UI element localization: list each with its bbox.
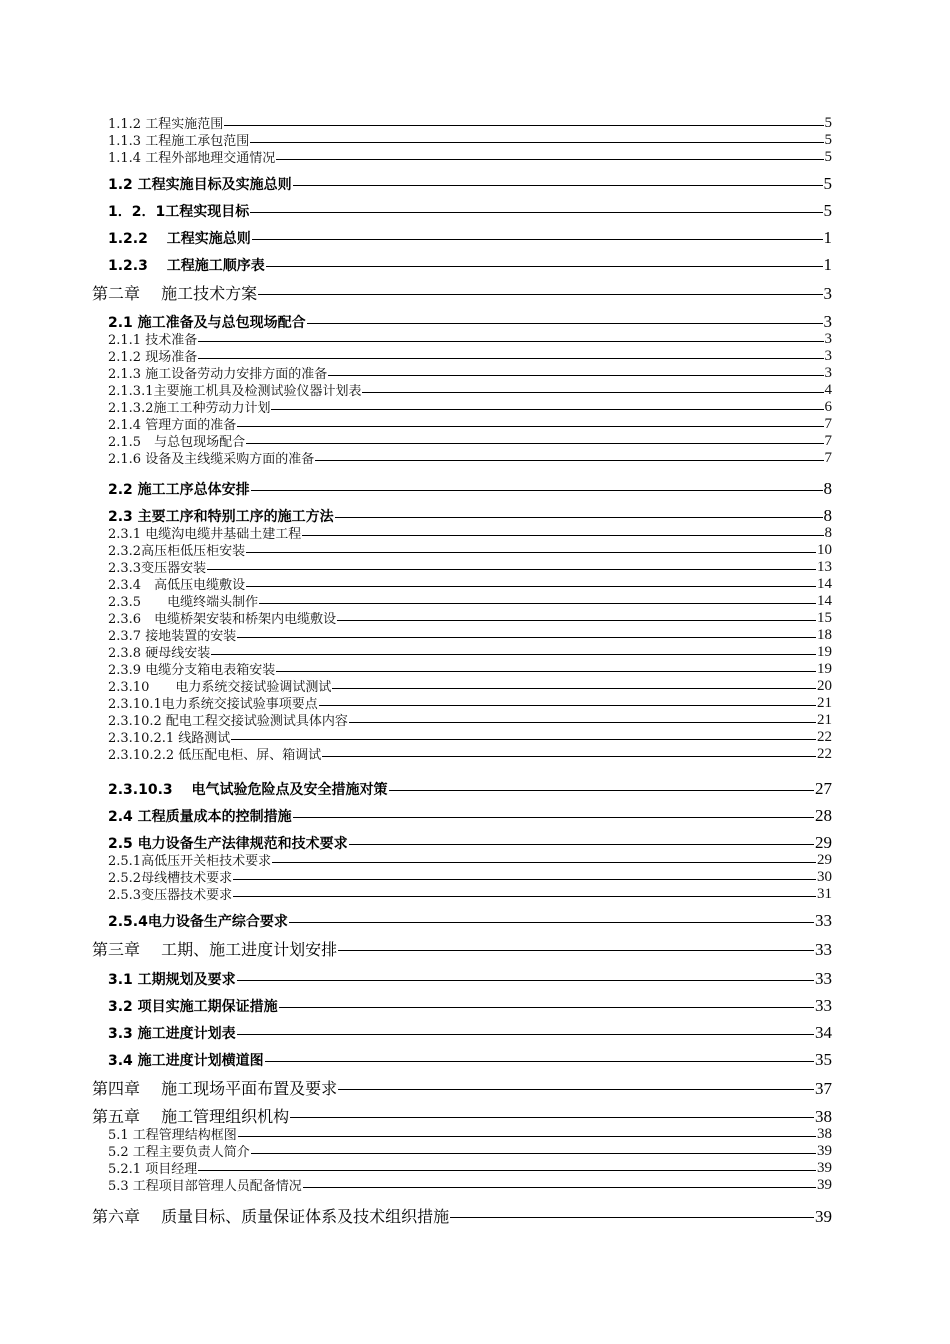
toc-leader-line [238,1136,816,1137]
toc-entry-page-number: 5 [824,132,832,148]
toc-entry[interactable] [108,679,832,694]
toc-entry-title: 2.1.3.2施工工种劳动力计划 [108,401,271,416]
toc-entry[interactable] [108,628,832,643]
toc-entry[interactable] [92,940,832,958]
toc-leader-line [450,1217,814,1218]
toc-entry-page-number: 6 [824,399,832,415]
toc-entry-page-number: 19 [817,661,832,677]
toc-entry-page-number: 39 [817,1177,832,1193]
toc-leader-line [224,125,823,126]
toc-entry[interactable] [108,870,832,885]
toc-entry-page-number: 1 [823,228,832,247]
toc-leader-line [237,980,814,981]
toc-entry-title: 第六章 质量目标、质量保证体系及技术组织措施 [92,1207,450,1226]
toc-entry[interactable] [108,645,832,660]
toc-entry-title: 1.1.2 工程实施范围 [108,117,224,132]
toc-entry-title: 2.1.3 施工设备劳动力安排方面的准备 [108,367,328,382]
toc-entry[interactable] [108,997,832,1014]
toc-entry[interactable] [92,1107,832,1125]
toc-leader-line [198,1170,816,1171]
toc-entry[interactable] [108,383,832,398]
toc-leader-line [265,1061,814,1062]
toc-entry-title: 2.3.3变压器安装 [108,561,207,576]
toc-entry[interactable] [108,747,832,762]
toc-leader-line [250,212,822,213]
toc-entry-title: 2.3.4 高低压电缆敷设 [108,578,246,593]
toc-leader-line [207,569,816,570]
toc-entry-page-number: 28 [815,806,832,825]
toc-entry-page-number: 3 [823,312,832,331]
toc-leader-line [266,266,823,267]
toc-entry[interactable] [108,611,832,626]
toc-entry-page-number: 7 [824,450,832,466]
toc-leader-line [246,443,823,444]
toc-leader-line [198,341,823,342]
toc-leader-line [293,817,814,818]
toc-entry-page-number: 8 [823,479,832,498]
toc-entry[interactable] [108,1161,832,1176]
toc-leader-line [233,879,816,880]
toc-entry[interactable] [108,451,832,466]
toc-entry[interactable] [108,417,832,432]
toc-leader-line [250,142,823,143]
toc-entry-page-number: 38 [817,1126,832,1142]
toc-entry-page-number: 7 [824,416,832,432]
toc-entry-title: 3.1 工期规划及要求 [108,972,236,988]
toc-entry-title: 1.2.3 工程施工顺序表 [108,258,265,274]
toc-entry-title: 2.3.1 电缆沟电缆井基础土建工程 [108,527,302,542]
toc-entry-page-number: 1 [823,255,832,274]
toc-entry-page-number: 39 [817,1160,832,1176]
toc-leader-line [237,426,823,427]
toc-entry-page-number: 22 [817,746,832,762]
toc-entry-title: 2.3.8 硬母线安装 [108,646,211,661]
toc-entry-title: 2.3.2高压柜低压柜安装 [108,544,246,559]
toc-entry-page-number: 38 [815,1107,832,1126]
toc-entry[interactable] [108,526,832,541]
toc-leader-line [251,490,823,491]
toc-entry[interactable] [108,1024,832,1041]
toc-entry-page-number: 33 [815,969,832,988]
toc-entry[interactable] [108,662,832,677]
toc-leader-line [246,552,816,553]
toc-entry-page-number: 14 [817,593,832,609]
toc-entry-title: 2.2 施工工序总体安排 [108,482,250,498]
toc-entry-page-number: 21 [817,695,832,711]
toc-entry-title: 2.1.6 设备及主线缆采购方面的准备 [108,452,315,467]
toc-leader-line [332,688,816,689]
toc-leader-line [237,637,816,638]
toc-leader-line [271,409,823,410]
toc-entry[interactable] [108,912,832,929]
toc-entry-page-number: 33 [815,996,832,1015]
toc-entry-title: 2.5.4电力设备生产综合要求 [108,914,288,930]
toc-entry-title: 3.4 施工进度计划横道图 [108,1053,264,1069]
toc-entry-title: 2.3 主要工序和特别工序的施工方法 [108,509,334,525]
toc-entry-title: 第四章 施工现场平面布置及要求 [92,1079,338,1098]
toc-leader-line [307,323,823,324]
toc-leader-line [272,862,816,863]
toc-leader-line [389,790,814,791]
toc-leader-line [198,358,823,359]
toc-entry-page-number: 30 [817,869,832,885]
toc-entry-page-number: 35 [815,1050,832,1069]
toc-entry[interactable] [108,543,832,558]
toc-entry[interactable] [108,834,832,851]
toc-entry-title: 2.5.1高低压开关柜技术要求 [108,854,272,869]
toc-leader-line [279,1007,814,1008]
toc-entry-page-number: 3 [824,348,832,364]
toc-entry-page-number: 3 [823,284,832,303]
toc-entry-title: 第三章 工期、施工进度计划安排 [92,940,338,959]
toc-leader-line [315,460,823,461]
toc-entry[interactable] [108,713,832,728]
toc-leader-line [258,294,822,295]
toc-entry-title: 2.1.1 技术准备 [108,333,198,348]
toc-entry-title: 2.1.2 现场准备 [108,350,198,365]
toc-entry[interactable] [108,696,832,711]
toc-entry-title: 2.3.10 电力系统交接试验调试测试 [108,680,332,695]
toc-leader-line [302,535,823,536]
toc-entry[interactable] [92,284,832,302]
toc-entry[interactable] [108,202,832,219]
toc-entry-title: 3.3 施工进度计划表 [108,1026,236,1042]
toc-entry-page-number: 3 [824,365,832,381]
toc-entry-title: 2.5 电力设备生产法律规范和技术要求 [108,836,348,852]
toc-entry[interactable] [108,1178,832,1193]
toc-leader-line [276,159,823,160]
toc-leader-line [338,1089,814,1090]
toc-leader-line [322,756,816,757]
toc-entry[interactable] [108,807,832,824]
toc-entry-page-number: 5 [823,201,832,220]
toc-entry-page-number: 13 [817,559,832,575]
toc-entry[interactable] [108,434,832,449]
toc-leader-line [303,1187,816,1188]
toc-entry-page-number: 34 [815,1023,832,1042]
toc-leader-line [259,603,816,604]
toc-entry-title: 3.2 项目实施工期保证措施 [108,999,278,1015]
toc-entry-title: 2.5.2母线槽技术要求 [108,871,233,886]
toc-entry-page-number: 37 [815,1079,832,1098]
toc-leader-line [233,896,816,897]
toc-entry[interactable] [108,256,832,273]
toc-leader-line [276,671,816,672]
toc-entry-title: 2.3.6 电缆桥架安装和桥架内电缆敷设 [108,612,337,627]
toc-entry-page-number: 33 [815,911,832,930]
toc-entry-title: 2.3.7 接地装置的安装 [108,629,237,644]
toc-entry-page-number: 10 [817,542,832,558]
toc-entry-page-number: 31 [817,886,832,902]
toc-entry[interactable] [108,780,832,797]
toc-leader-line [349,844,814,845]
toc-leader-line [328,375,823,376]
toc-leader-line [237,1034,814,1035]
toc-entry-title: 1.2.2 工程实施总则 [108,231,251,247]
toc-leader-line [231,739,816,740]
toc-entry[interactable] [108,560,832,575]
toc-entry-page-number: 22 [817,729,832,745]
toc-entry-page-number: 19 [817,644,832,660]
toc-entry[interactable] [108,1051,832,1068]
toc-entry-title: 5.3 工程项目部管理人员配备情况 [108,1179,302,1194]
toc-entry-title: 2.3.9 电缆分支箱电表箱安装 [108,663,276,678]
toc-entry-page-number: 29 [815,833,832,852]
toc-entry[interactable] [108,887,832,902]
toc-entry[interactable] [108,313,832,330]
toc-entry[interactable] [108,349,832,364]
toc-leader-line [349,722,816,723]
toc-entry-title: 5.2.1 项目经理 [108,1162,198,1177]
toc-leader-line [211,654,816,655]
toc-entry[interactable] [108,970,832,987]
toc-leader-line [337,620,816,621]
toc-entry-page-number: 18 [817,627,832,643]
toc-entry-title: 2.4 工程质量成本的控制措施 [108,809,292,825]
toc-entry-page-number: 7 [824,433,832,449]
toc-entry-title: 1.1.4 工程外部地理交通情况 [108,151,276,166]
toc-entry-title: 第五章 施工管理组织机构 [92,1107,290,1126]
toc-leader-line [252,239,823,240]
toc-entry[interactable] [108,400,832,415]
toc-entry-page-number: 3 [824,331,832,347]
toc-entry-page-number: 5 [824,115,832,131]
toc-entry-page-number: 14 [817,576,832,592]
toc-entry-page-number: 15 [817,610,832,626]
toc-entry[interactable] [108,853,832,868]
toc-entry[interactable] [108,1127,832,1142]
toc-entry-page-number: 20 [817,678,832,694]
toc-entry-title: 2.3.10.2.1 线路测试 [108,731,231,746]
toc-entry[interactable] [108,594,832,609]
toc-entry-page-number: 39 [817,1143,832,1159]
toc-entry-title: 2.1 施工准备及与总包现场配合 [108,315,306,331]
toc-entry-page-number: 39 [815,1207,832,1226]
toc-entry-page-number: 8 [823,506,832,525]
toc-entry-title: 2.5.3变压器技术要求 [108,888,233,903]
toc-entry[interactable] [92,1207,832,1225]
toc-entry-page-number: 8 [824,525,832,541]
toc-entry-title: 2.3.10.1电力系统交接试验事项要点 [108,697,318,712]
toc-entry-page-number: 29 [817,852,832,868]
toc-entry-title: 5.2 工程主要负责人简介 [108,1145,250,1160]
toc-leader-line [246,586,816,587]
toc-entry-page-number: 33 [815,940,832,959]
toc-entry-title: 1．2．1工程实现目标 [108,204,250,220]
toc-entry-title: 2.3.10.2 配电工程交接试验测试具体内容 [108,714,348,729]
toc-entry-title: 5.1 工程管理结构框图 [108,1128,237,1143]
toc-entry-title: 第二章 施工技术方案 [92,284,258,303]
toc-entry[interactable] [108,1144,832,1159]
toc-leader-line [335,517,823,518]
toc-leader-line [338,950,814,951]
toc-leader-line [362,392,823,393]
toc-entry-title: 2.1.3.1主要施工机具及检测试验仪器计划表 [108,384,362,399]
toc-entry-page-number: 4 [824,382,832,398]
toc-entry-title: 2.3.10.2.2 低压配电柜、屏、箱调试 [108,748,322,763]
toc-leader-line [251,1153,816,1154]
toc-entry[interactable] [108,366,832,381]
toc-entry-page-number: 21 [817,712,832,728]
toc-leader-line [319,705,816,706]
toc-entry[interactable] [108,577,832,592]
toc-entry-title: 2.3.10.3 电气试验危险点及安全措施对策 [108,782,388,798]
toc-entry[interactable] [108,730,832,745]
toc-leader-line [290,1117,814,1118]
toc-entry-title: 2.1.5 与总包现场配合 [108,435,246,450]
toc-entry[interactable] [108,229,832,246]
toc-leader-line [289,922,814,923]
toc-entry-page-number: 27 [815,779,832,798]
toc-entry[interactable] [108,150,832,165]
toc-entry-page-number: 5 [823,174,832,193]
toc-entry[interactable] [108,332,832,347]
toc-entry-title: 2.3.5 电缆终端头制作 [108,595,259,610]
toc-entry-title: 1.1.3 工程施工承包范围 [108,134,250,149]
toc-entry-title: 1.2 工程实施目标及实施总则 [108,177,292,193]
toc-entry-page-number: 5 [824,149,832,165]
toc-entry[interactable] [108,480,832,497]
toc-entry-title: 2.1.4 管理方面的准备 [108,418,237,433]
toc-entry[interactable] [108,116,832,131]
toc-entry[interactable] [108,507,832,524]
toc-entry[interactable] [108,133,832,148]
toc-leader-line [293,185,823,186]
toc-entry[interactable] [92,1079,832,1097]
toc-entry[interactable] [108,175,832,192]
